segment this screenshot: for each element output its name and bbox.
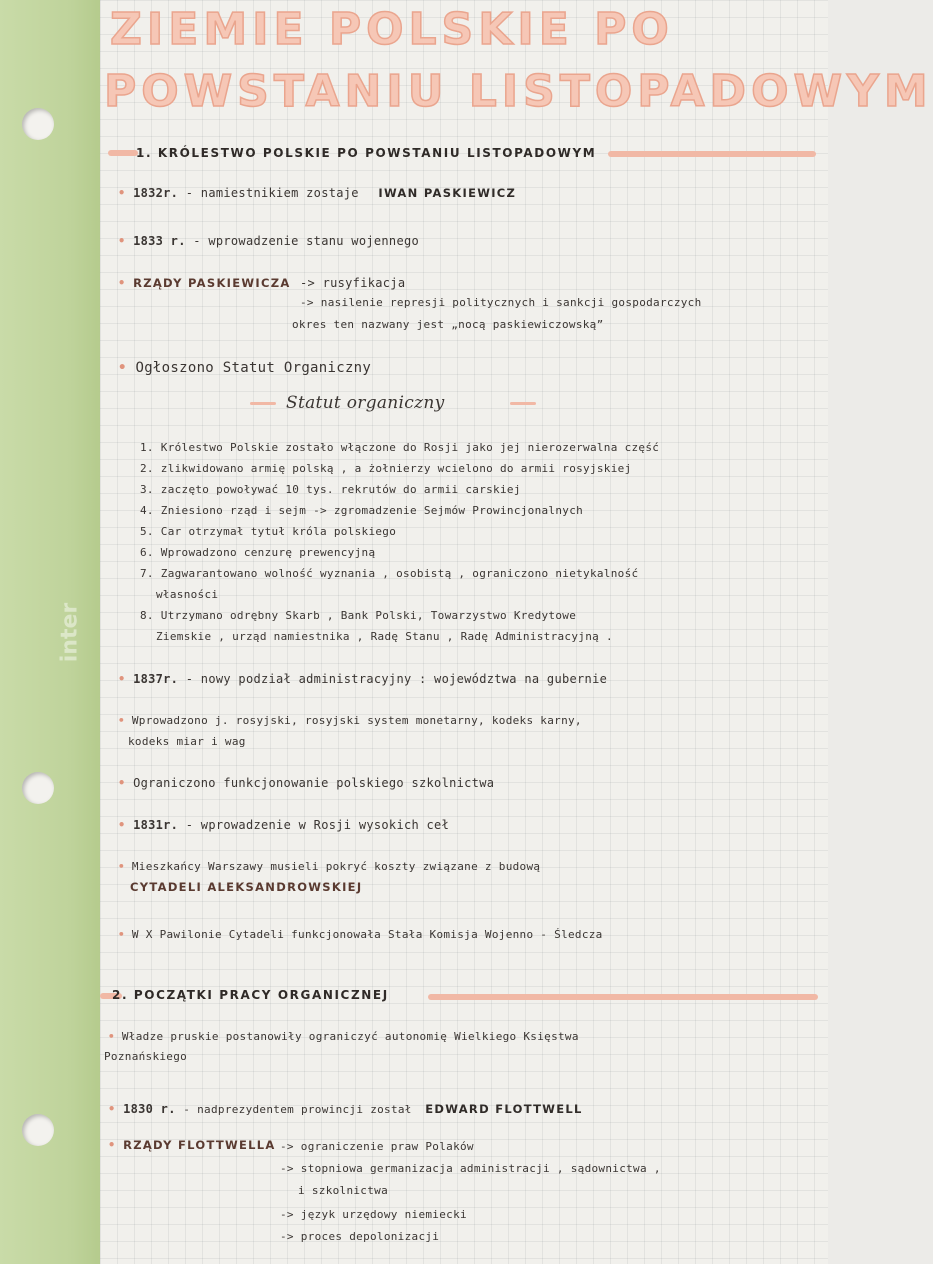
point-szkolnictwo: • Ograniczono funkcjonowanie polskiego szkolnictwa bbox=[118, 776, 495, 790]
section-1-header: 1. KRÓLESTWO POLSKIE PO POWSTANIU LISTOPADOWYM bbox=[136, 146, 597, 160]
statut-item: 5. Car otrzymał tytuł króla polskiego bbox=[140, 525, 397, 538]
statut-item: 4. Zniesiono rząd i sejm -> zgromadzenie Sejmów Prowincjonalnych bbox=[140, 504, 584, 517]
notebook-page bbox=[100, 0, 933, 1264]
statut-item-cont: Ziemskie , urząd namiestnika , Radę Stanu , Radę Administracyjną . bbox=[156, 630, 613, 643]
statut-item: 2. zlikwidowano armię polską , a żołnierzy wcielono do armii rosyjskiej bbox=[140, 462, 632, 475]
punch-hole bbox=[22, 772, 54, 804]
bullet-germanizacja-cont: i szkolnictwa bbox=[298, 1184, 388, 1197]
bullet-rusyfikacja: -> rusyfikacja bbox=[300, 276, 406, 290]
statut-item: 1. Królestwo Polskie zostało włączone do Rosji jako jej nierozerwalna część bbox=[140, 441, 660, 454]
statut-item: 3. zaczęto powoływać 10 tys. rekrutów do armii carskiej bbox=[140, 483, 521, 496]
point-wladze-pruskie: • Władze pruskie postanowiły ograniczyć autonomię Wielkiego Księstwa bbox=[108, 1030, 579, 1043]
header-underline bbox=[428, 994, 818, 1000]
title-line-2: POWSTANIU LISTOPADOWYM bbox=[104, 66, 933, 117]
watermark: inter bbox=[57, 602, 83, 663]
title-line-1: ZIEMIE POLSKIE PO bbox=[110, 4, 674, 55]
point-rzady-paskiewicza: • RZĄDY PASKIEWICZA bbox=[118, 276, 291, 290]
point-rzady-flottwella: • RZĄDY FLOTTWELLA bbox=[108, 1138, 276, 1152]
statut-item-cont: własności bbox=[156, 588, 219, 601]
point-cytadela: • Mieszkańcy Warszawy musieli pokryć koszty związane z budową bbox=[118, 860, 541, 873]
statut-heading: Statut organiczny bbox=[286, 393, 445, 413]
point-statut: • Ogłoszono Statut Organiczny bbox=[118, 360, 372, 376]
point-1830: • 1830 r. - nadprezydentem prowincji został EDWARD FLOTTWELL bbox=[108, 1102, 583, 1116]
point-1833: • 1833 r. - wprowadzenie stanu wojennego bbox=[118, 234, 420, 248]
point-1837: • 1837r. - nowy podział administracyjny : województwa na gubernie bbox=[118, 672, 608, 686]
section-2-header: 2. POCZĄTKI PRACY ORGANICZNEJ bbox=[112, 988, 389, 1002]
bullet-depolonizacja: -> proces depolonizacji bbox=[280, 1230, 440, 1243]
bullet-germanizacja: -> stopniowa germanizacja administracji , sądownictwa , bbox=[280, 1162, 661, 1175]
statut-item: 7. Zagwarantowano wolność wyznania , osobistą , ograniczono nietykalność bbox=[140, 567, 639, 580]
header-underline bbox=[608, 151, 816, 157]
bullet-jezyk-urzedowy: -> język urzędowy niemiecki bbox=[280, 1208, 467, 1221]
point-1831: • 1831r. - wprowadzenie w Rosji wysokich ceł bbox=[118, 818, 450, 832]
person-name: IWAN PASKIEWICZ bbox=[378, 186, 517, 200]
point-komisja: • W X Pawilonie Cytadeli funkcjonowała Stała Komisja Wojenno - Śledcza bbox=[118, 928, 603, 941]
point-rusyfikacja-prawa: • Wprowadzono j. rosyjski, rosyjski system monetarny, kodeks karny, bbox=[118, 714, 582, 727]
heading-dash-right bbox=[510, 402, 536, 405]
bullet-represje: -> nasilenie represji politycznych i sankcji gospodarczych bbox=[300, 296, 702, 309]
point-1832: • 1832r. - namiestnikiem zostaje IWAN PASKIEWICZ bbox=[118, 186, 517, 200]
statut-item: 8. Utrzymano odrębny Skarb , Bank Polski, Towarzystwo Kredytowe bbox=[140, 609, 577, 622]
cytadela-name: CYTADELI ALEKSANDROWSKIEJ bbox=[130, 880, 363, 894]
point-rusyfikacja-prawa-cont: kodeks miar i wag bbox=[128, 735, 246, 748]
header-highlight bbox=[108, 150, 138, 156]
point-wladze-pruskie-cont: Poznańskiego bbox=[104, 1050, 188, 1063]
note-noc-paskiewiczowska: okres ten nazwany jest „nocą paskiewiczowską” bbox=[292, 318, 604, 331]
punch-hole bbox=[22, 108, 54, 140]
statut-item: 6. Wprowadzono cenzurę prewencyjną bbox=[140, 546, 376, 559]
margin-strip bbox=[0, 0, 100, 1264]
punch-hole bbox=[22, 1114, 54, 1146]
date: 1832r. bbox=[133, 186, 179, 200]
person-name: EDWARD FLOTTWELL bbox=[425, 1102, 583, 1116]
heading-dash-left bbox=[250, 402, 276, 405]
bullet-prawa-polakow: -> ograniczenie praw Polaków bbox=[280, 1140, 474, 1153]
